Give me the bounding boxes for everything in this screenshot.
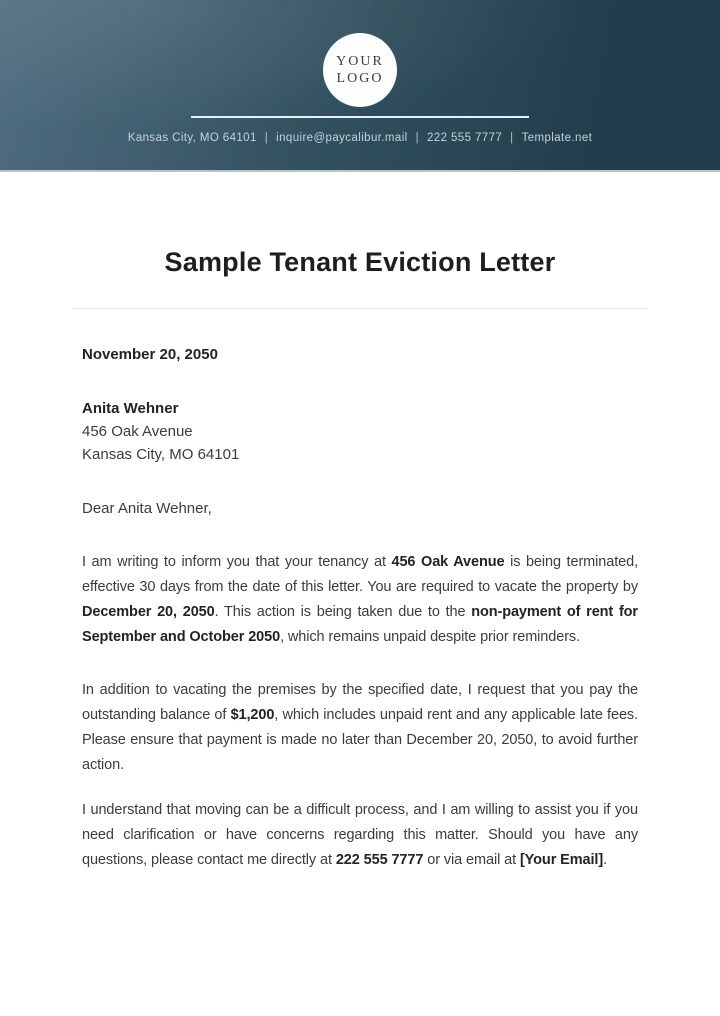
title-divider	[72, 308, 648, 309]
letter-body	[0, 246, 720, 873]
recipient-address-line1: 456 Oak Avenue	[82, 423, 193, 440]
contact-email: inquire@paycalibur.mail	[276, 132, 408, 144]
letterhead	[0, 0, 720, 172]
contact-phone: 222 555 7777	[427, 132, 503, 144]
contact-line	[0, 131, 720, 145]
recipient-block	[82, 397, 638, 466]
header-divider-line	[191, 116, 529, 118]
letter-date: November 20, 2050	[82, 346, 218, 363]
contact-separator: |	[415, 132, 420, 144]
salutation: Dear Anita Wehner,	[82, 500, 212, 517]
recipient-name: Anita Wehner	[82, 400, 179, 417]
contact-location: Kansas City, MO 64101	[127, 132, 257, 144]
paragraph-payment-request: In addition to vacating the premises by the specified date, I request that you pay the outstanding balance of $1,200, which includes unpaid rent and any applicable late fees. Please ensure that payment is made no later than December 20, 2050, to avoid further action.	[82, 682, 638, 773]
letter-title: Sample Tenant Eviction Letter	[164, 247, 556, 277]
contact-separator: |	[510, 132, 514, 144]
paragraph-termination-notice: I am writing to inform you that your tenancy at 456 Oak Avenue is being terminated, effective 30 days from the date of this letter. You are required to vacate the property by December 20, 2050. This action is being taken due to the non-payment of rent for September and October 2050, which remains unpaid despite prior reminders.	[82, 554, 638, 645]
contact-website: Template.net	[521, 132, 593, 144]
contact-separator: |	[264, 132, 269, 144]
recipient-address-line2: Kansas City, MO 64101	[82, 446, 240, 463]
paragraph-assistance-contact: I understand that moving can be a difficult process, and I am willing to assist you if you need clarification or have concerns regarding this matter. Should you have any questions, please contact me directly at 222 555 7777 or via email at [Your Email].	[82, 802, 638, 868]
logo-text	[336, 53, 384, 87]
logo-badge	[323, 33, 397, 107]
logo-line2: LOGO	[336, 71, 384, 86]
logo-line1: YOUR	[336, 54, 384, 69]
